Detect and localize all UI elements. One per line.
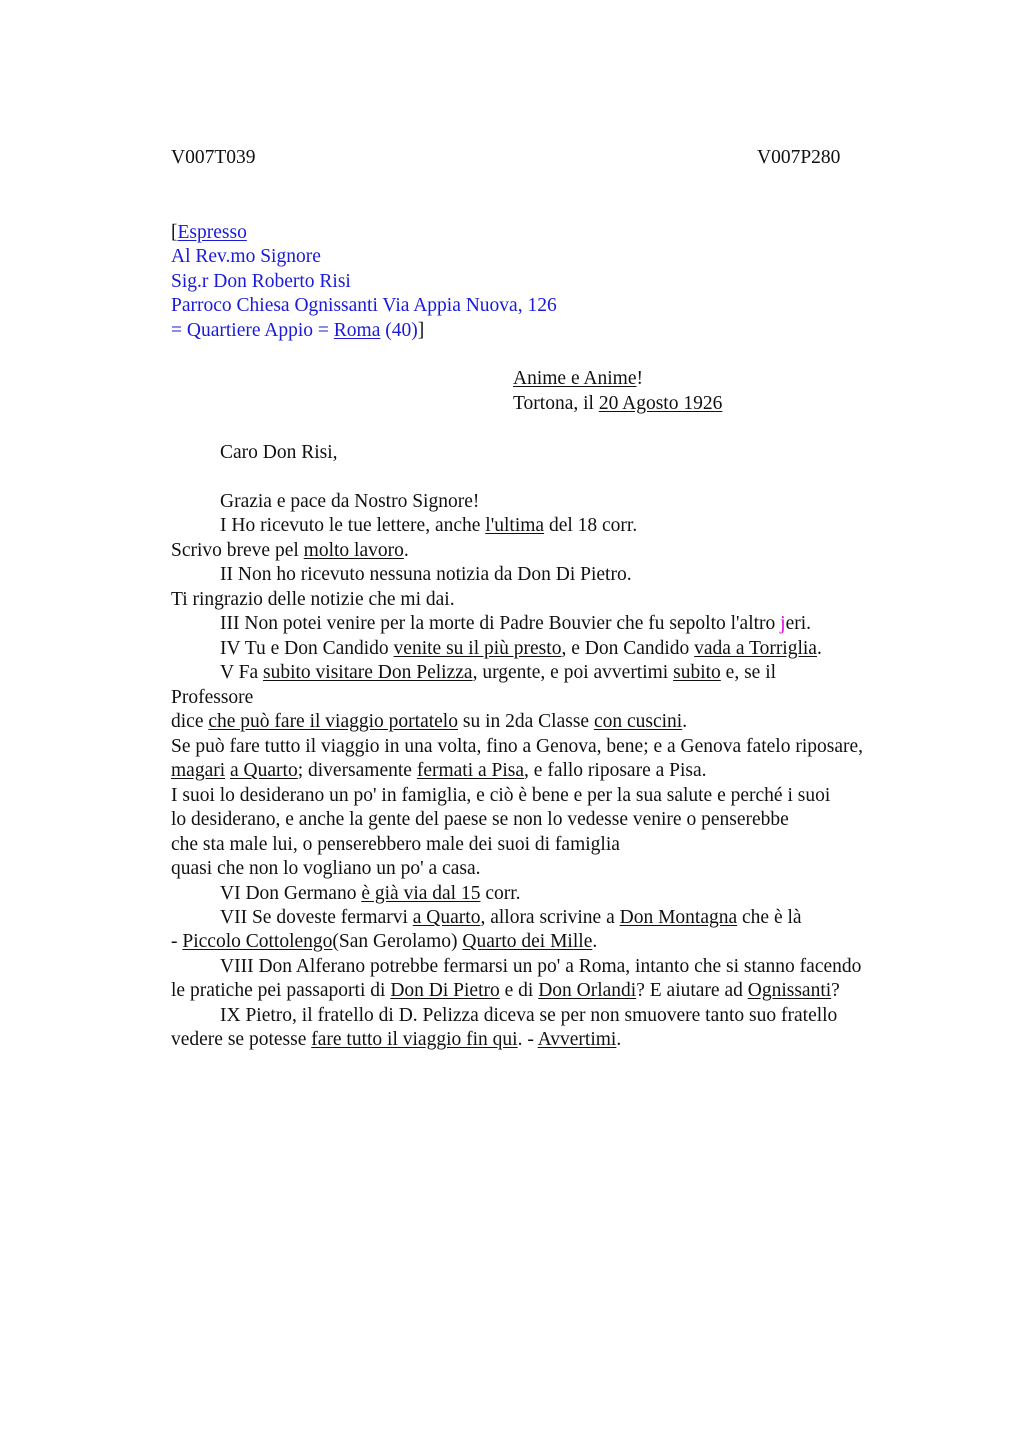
- text-span: che è là: [737, 907, 802, 928]
- text-span: ; diversamente: [297, 760, 417, 781]
- text-span: V Fa: [220, 662, 263, 683]
- body-line: [220, 661, 776, 685]
- motto-suffix: !: [636, 368, 643, 389]
- text-span: del 18 corr.: [544, 515, 638, 536]
- bracket-close: ]: [417, 320, 425, 341]
- text-span: .: [616, 1029, 622, 1050]
- underlined-span: Piccolo Cottolengo: [182, 931, 333, 952]
- document-code-left: V007T039: [171, 147, 256, 168]
- body-line: [220, 612, 811, 636]
- address-city: Roma: [333, 320, 381, 341]
- address-line-5: [171, 319, 424, 343]
- text-span: corr.: [480, 883, 521, 904]
- body-line: Se può fare tutto il viaggio in una volta, fino a Genova, bene; e a Genova fatelo riposare,: [171, 736, 864, 757]
- body-line: [220, 637, 822, 661]
- text-span: ? E aiutare ad: [636, 980, 748, 1001]
- underlined-span: Don Montagna: [619, 907, 738, 928]
- body-line: II Non ho ricevuto nessuna notizia da Don Di Pietro.: [220, 564, 632, 585]
- underlined-span: Don Di Pietro: [390, 980, 500, 1001]
- bracket-open: [: [171, 222, 178, 243]
- page-code-right: V007P280: [757, 147, 841, 168]
- text-span: ?: [831, 980, 840, 1001]
- body-line: [220, 514, 637, 538]
- text-span: (San Gerolamo): [332, 931, 463, 952]
- underlined-span: che può fare il viaggio portatelo: [208, 711, 458, 732]
- underlined-span: venite su il più presto: [393, 638, 562, 659]
- underlined-span: vada a Torriglia: [694, 638, 817, 659]
- underlined-span: subito: [673, 662, 721, 683]
- underlined-span: Avvertimi: [537, 1029, 617, 1050]
- body-line: quasi che non lo vogliano un po' a casa.: [171, 858, 481, 879]
- body-line: VIII Don Alferano potrebbe fermarsi un po' a Roma, intanto che si stanno facendo: [220, 956, 862, 977]
- text-span: IV Tu e Don Candido: [220, 638, 394, 659]
- underlined-span: a Quarto: [412, 907, 481, 928]
- body-line: lo desiderano, e anche la gente del paese se non lo vedesse venire o penserebbe: [171, 809, 789, 830]
- dateline: [513, 392, 722, 416]
- text-span: dice: [171, 711, 209, 732]
- text-span: I Ho ricevuto le tue lettere, anche: [220, 515, 486, 536]
- address-line-3: Sig.r Don Roberto Risi: [171, 271, 351, 292]
- text-span: , urgente, e poi avvertimi: [472, 662, 674, 683]
- underlined-span: magari: [171, 760, 226, 781]
- text-span: e di: [499, 980, 539, 1001]
- body-line: Grazia e pace da Nostro Signore!: [220, 491, 480, 512]
- body-line: [220, 882, 521, 906]
- body-line: [220, 906, 802, 930]
- text-span: e, se il: [720, 662, 777, 683]
- text-span: VII Se doveste fermarvi: [220, 907, 413, 928]
- dateline-date: 20 Agosto 1926: [598, 393, 723, 414]
- body-line: [171, 539, 409, 563]
- text-span: , e Don Candido: [561, 638, 695, 659]
- text-span: III Non potei venire per la morte di Padre Bouvier che fu sepolto l'altro: [220, 613, 781, 634]
- underlined-span: subito visitare Don Pelizza: [262, 662, 473, 683]
- address-postcode: (40): [380, 320, 418, 341]
- underlined-span: fermati a Pisa: [416, 760, 525, 781]
- underlined-span: l'ultima: [485, 515, 545, 536]
- text-span: .: [816, 638, 822, 659]
- address-espresso: Espresso: [177, 222, 247, 243]
- text-span: , e fallo riposare a Pisa.: [524, 760, 707, 781]
- address-quarter: = Quartiere Appio =: [171, 320, 334, 341]
- body-line: che sta male lui, o penserebbero male dei suoi di famiglia: [171, 834, 620, 855]
- text-span: .: [403, 540, 409, 561]
- underlined-span: Quarto dei Mille: [462, 931, 593, 952]
- underlined-span: molto lavoro: [303, 540, 404, 561]
- address-line-1: [171, 221, 247, 245]
- body-line: [171, 930, 597, 954]
- highlighted-letter: j: [780, 613, 786, 634]
- text-span: -: [171, 931, 183, 952]
- text-span: su in 2da Classe: [457, 711, 594, 732]
- address-line-2: Al Rev.mo Signore: [171, 246, 321, 267]
- body-line: Professore: [171, 687, 254, 708]
- text-span: , allora scrivine a: [480, 907, 620, 928]
- underlined-span: Don Orlandi: [538, 980, 637, 1001]
- underlined-span: Ognissanti: [747, 980, 832, 1001]
- text-span: Scrivo breve pel: [171, 540, 304, 561]
- body-line: [171, 759, 707, 783]
- underlined-span: con cuscini: [593, 711, 683, 732]
- text-span: eri.: [785, 613, 812, 634]
- underlined-span: è già via dal 15: [361, 883, 481, 904]
- underlined-span: fare tutto il viaggio fin qui: [311, 1029, 518, 1050]
- dateline-place: Tortona, il: [513, 393, 599, 414]
- body-line: [171, 979, 840, 1003]
- motto: [513, 367, 643, 391]
- underlined-span: a Quarto: [230, 760, 298, 781]
- body-line: Ti ringrazio delle notizie che mi dai.: [171, 589, 455, 610]
- text-span: vedere se potesse: [171, 1029, 312, 1050]
- body-line: [171, 1028, 621, 1052]
- salutation: Caro Don Risi,: [220, 442, 338, 463]
- text-span: . -: [517, 1029, 538, 1050]
- body-line: IX Pietro, il fratello di D. Pelizza diceva se per non smuovere tanto suo fratello: [220, 1005, 838, 1026]
- motto-text: Anime e Anime: [513, 368, 637, 389]
- address-line-4: Parroco Chiesa Ognissanti Via Appia Nuova, 126: [171, 295, 557, 316]
- text-span: .: [682, 711, 688, 732]
- text-span: .: [592, 931, 598, 952]
- text-span: VI Don Germano: [220, 883, 362, 904]
- body-line: [171, 710, 687, 734]
- text-span: le pratiche pei passaporti di: [171, 980, 391, 1001]
- body-line: I suoi lo desiderano un po' in famiglia, e ciò è bene e per la sua salute e perché i suoi: [171, 785, 831, 806]
